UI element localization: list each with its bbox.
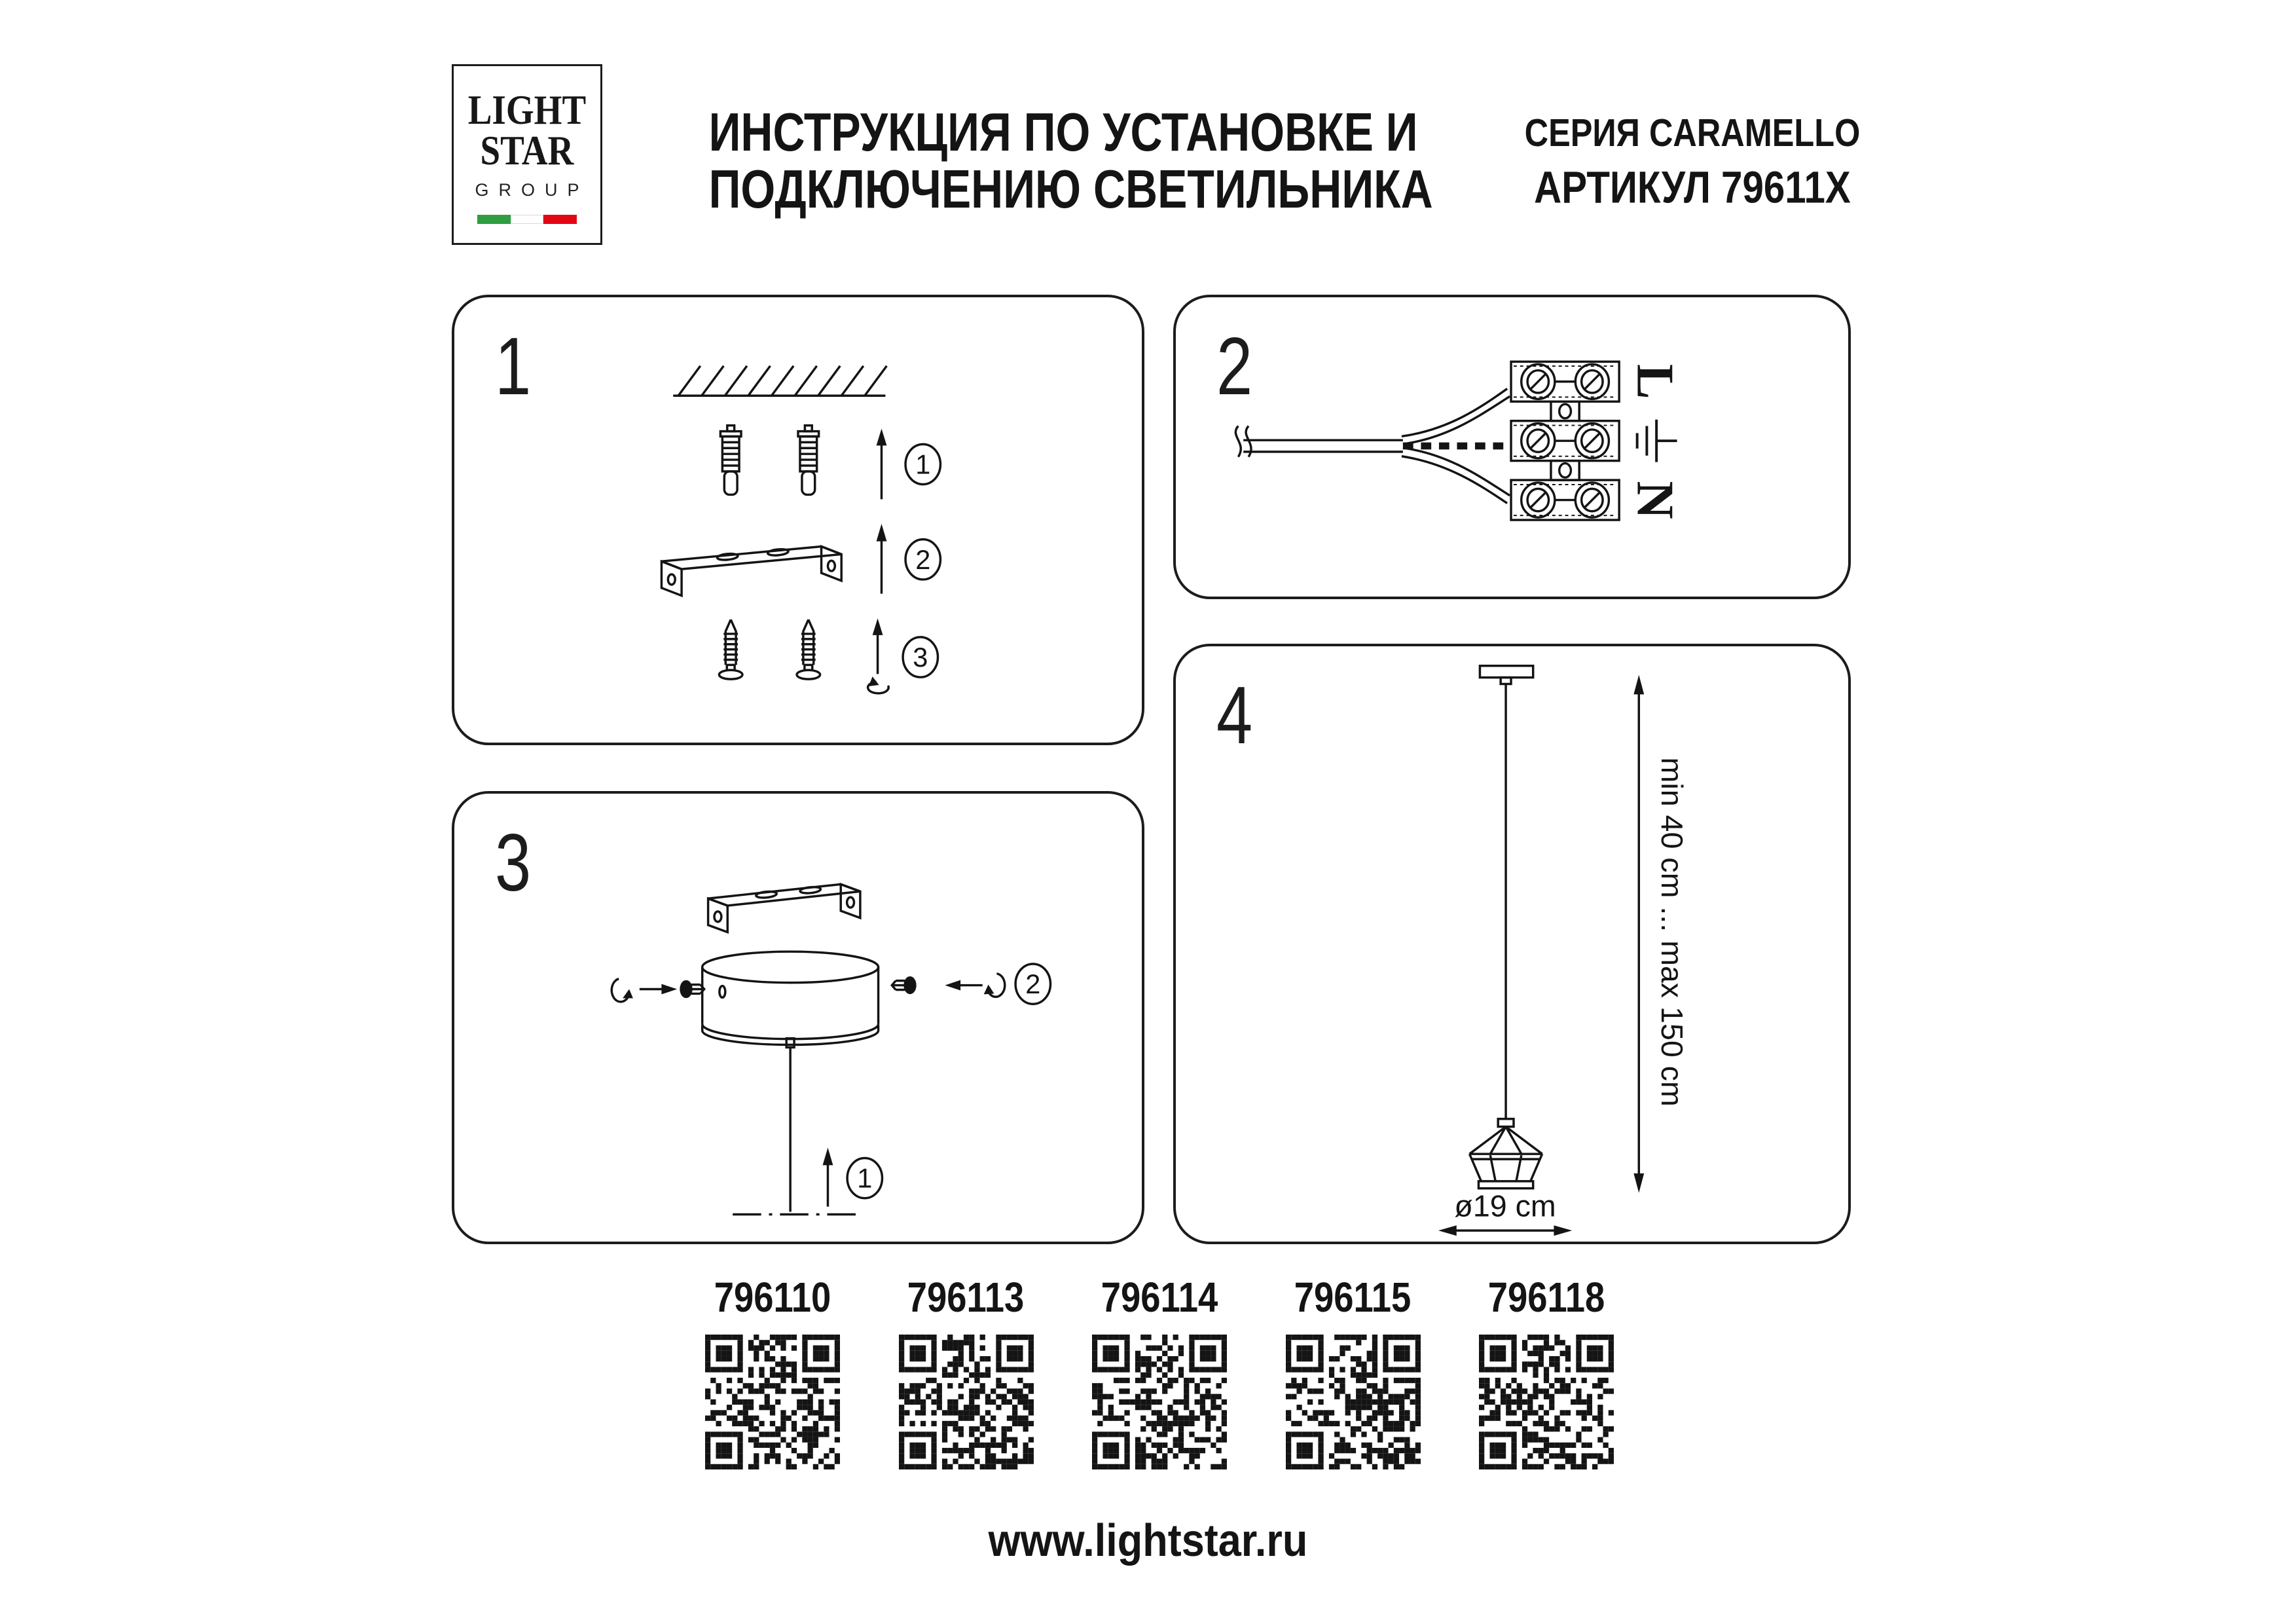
article-code-label: 796115 [1294,1274,1412,1321]
article-label: АРТИКУЛ 79611X [1534,162,1851,213]
lightstar-logo [452,64,602,245]
step-1-diagram [454,297,1142,743]
terminal-block [1511,361,1619,520]
ceiling-plate [1480,666,1533,684]
flag-red-segment [543,215,577,224]
height-dimension-arrow [1633,675,1644,1193]
step-4-panel [1173,644,1851,1244]
screw-icon [719,619,742,679]
step-3-number: 3 [495,818,532,908]
ground-symbol-icon [1637,420,1677,462]
logo-line-star: STAR [480,127,574,174]
step-1-number: 1 [495,322,532,412]
flag-white-segment [511,215,544,224]
screw-icon [797,619,820,679]
article-qr-list [704,1276,1614,1469]
qr-item [898,1276,1034,1469]
ceiling-hatch [673,366,886,396]
qr-code [1286,1335,1421,1469]
mounting-bracket-icon [708,884,860,932]
suspension-rod [733,1039,856,1215]
wall-plug-icon [720,426,741,495]
arrow-right-icon [640,984,677,995]
side-screw-icon [892,978,915,993]
qr-item [1285,1276,1421,1469]
arrow-up-icon [877,524,887,594]
qr-item [1091,1276,1228,1469]
pendant-lamp-shade [1470,1119,1542,1189]
qr-item [704,1276,841,1469]
qr-code [705,1335,840,1469]
diameter-dimension-arrow [1438,1225,1572,1236]
height-range-label: min 40 cm ... max 150 cm [1654,757,1689,1107]
page-title [708,101,1433,219]
neutral-label: N [1626,481,1685,519]
arrow-left-icon [945,980,982,991]
mounting-bracket-icon [661,547,841,596]
arrow-up-rotate-icon [868,618,889,693]
qr-code [1092,1335,1227,1469]
step-2-panel [1173,295,1851,599]
rotation-arrow-icon [984,974,1005,997]
diameter-label: ø19 cm [1454,1189,1556,1223]
product-info [1507,113,1878,212]
canopy-drawing [702,951,879,1044]
callout-1-number: 1 [915,449,931,480]
qr-code [1479,1335,1614,1469]
article-code-label: 796113 [907,1274,1025,1321]
logo-line-group: GROUP [475,180,589,200]
power-cable [1235,389,1510,504]
title-line-1: ИНСТРУКЦИЯ ПО УСТАНОВКЕ И [708,101,1418,162]
series-label: СЕРИЯ CARAMELLO [1524,111,1861,155]
step-1-panel [452,295,1144,745]
callout-3-number: 3 [913,642,928,673]
step-2-number: 2 [1216,322,1253,412]
callout-1-number: 1 [857,1162,873,1194]
rotation-arrow-icon [611,979,633,1002]
article-code-label: 796118 [1487,1274,1605,1321]
italian-flag-icon [477,215,577,224]
callout-2-number: 2 [1025,969,1041,1000]
step-3-diagram [454,794,1142,1242]
step-4-diagram [1176,646,1848,1242]
title-line-2: ПОДКЛЮЧЕНИЮ СВЕТИЛЬНИКА [708,158,1433,219]
article-code-label: 796114 [1101,1274,1218,1321]
qr-code [899,1335,1034,1469]
article-code-label: 796110 [714,1274,831,1321]
step-4-number: 4 [1216,671,1253,761]
logo-wordmark [467,86,587,174]
step-3-panel [452,791,1144,1244]
flag-green-segment [477,215,511,224]
wall-plug-icon [798,426,819,495]
side-screw-icon [681,982,704,997]
callout-2-number: 2 [915,544,931,575]
step-2-diagram [1176,297,1848,597]
arrow-up-icon [823,1148,833,1207]
footer-website: www.lightstar.ru [988,1515,1308,1566]
arrow-up-icon [877,429,887,500]
live-label: L [1626,363,1685,399]
qr-item [1478,1276,1614,1469]
logo-line-light: LIGHT [467,86,587,133]
